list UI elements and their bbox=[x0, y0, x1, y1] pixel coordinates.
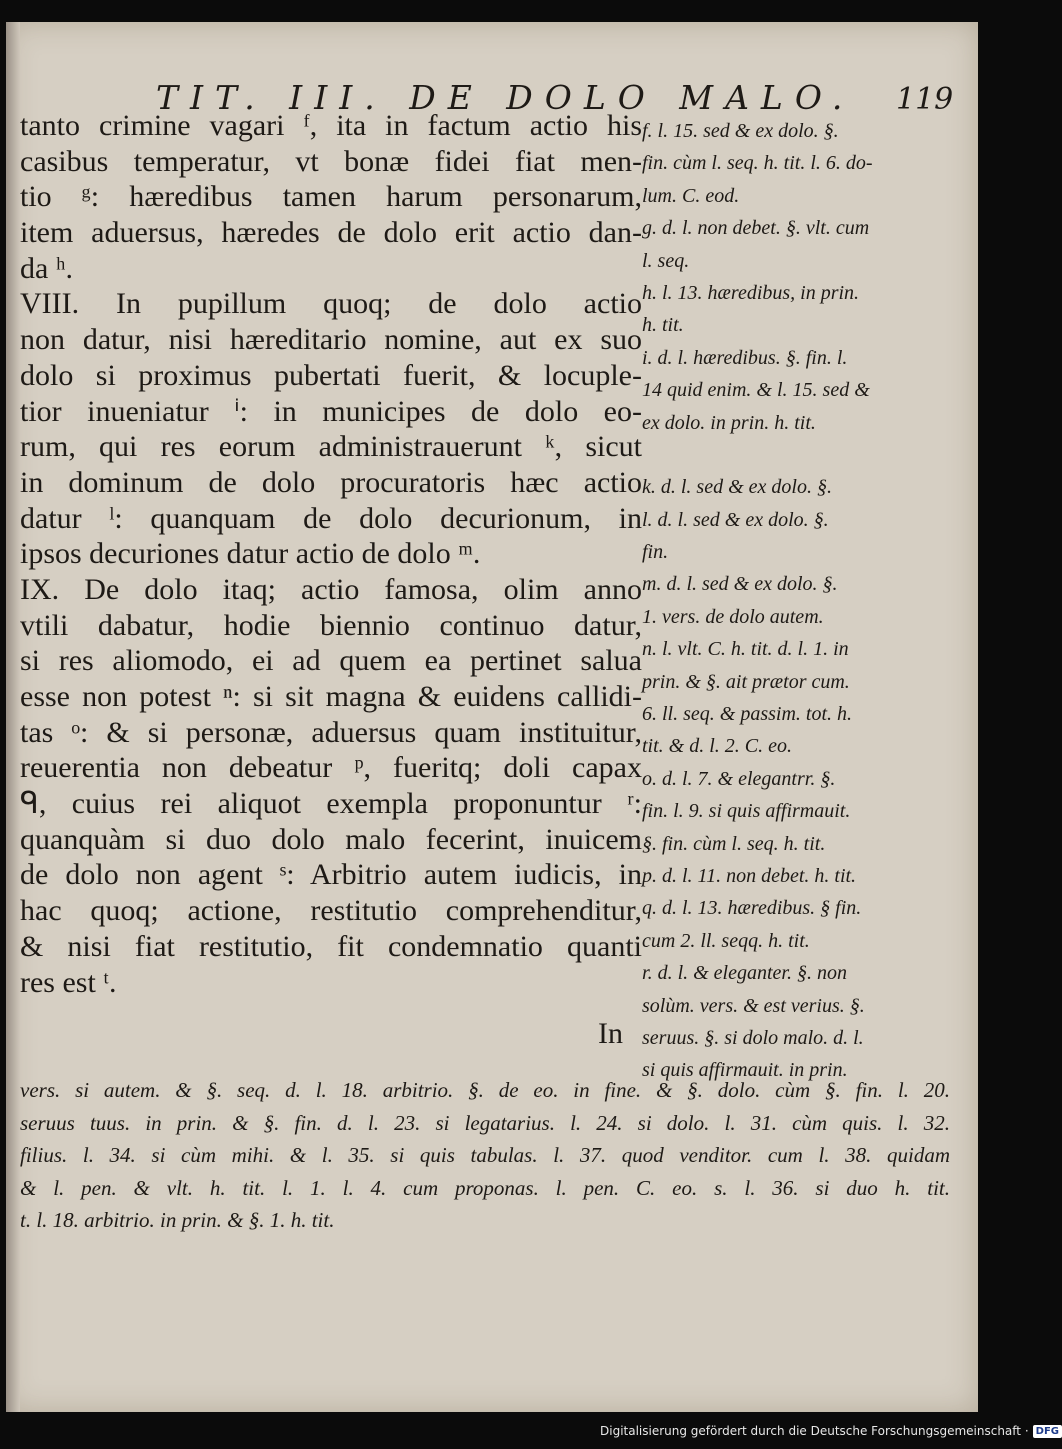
text-line: in dominum de dolo procuratoris hæc actio bbox=[20, 465, 642, 499]
text-line: datur ˡ: quanquam de dolo decurionum, in bbox=[20, 501, 642, 535]
marginal-note: §. fin. cùm l. seq. h. tit. bbox=[642, 832, 826, 855]
dfg-logo: DFG bbox=[1033, 1425, 1062, 1438]
text-line: dolo si proximus pubertati fuerit, & locuple- bbox=[20, 358, 642, 392]
marginal-note: f. l. 15. sed & ex dolo. §. bbox=[642, 120, 839, 142]
marginal-note: n. l. vlt. C. h. tit. d. l. 1. in bbox=[642, 638, 849, 661]
marginal-note: solùm. vers. & est verius. §. bbox=[642, 994, 865, 1017]
text-line: tio ᵍ: hæredibus tamen harum personarum, bbox=[20, 180, 642, 214]
marginal-note: r. d. l. & eleganter. §. non bbox=[642, 962, 847, 985]
text-line: esse non potest ⁿ: si sit magna & euidens callidi- bbox=[20, 680, 642, 713]
text-line: non datur, nisi hæreditario nomine, aut ex suo bbox=[20, 323, 642, 357]
text-line: rum, qui res eorum administrauerunt ᵏ, sicut bbox=[20, 430, 642, 464]
marginal-note bbox=[642, 439, 962, 471]
footnote-line: t. l. 18. arbitrio. in prin. & §. 1. h. tit. bbox=[20, 1208, 335, 1232]
marginal-note: h. tit. bbox=[642, 314, 684, 337]
text-line: item aduersus, hæredes de dolo erit actio dan- bbox=[20, 216, 642, 250]
main-text-block bbox=[20, 108, 642, 1000]
marginal-note: l. seq. bbox=[642, 249, 690, 272]
page-number: 119 bbox=[896, 82, 954, 117]
marginal-note: cum 2. ll. seqq. h. tit. bbox=[642, 929, 810, 952]
marginal-note: g. d. l. non debet. §. vlt. cum bbox=[642, 217, 870, 240]
text-line: casibus temperatur, vt bonæ fidei fiat men- bbox=[20, 144, 642, 178]
text-line: hac quoq; actione, restitutio comprehenditur, bbox=[20, 894, 642, 928]
marginal-note: ex dolo. in prin. h. tit. bbox=[642, 411, 816, 434]
text-line: de dolo non agent ˢ: Arbitrio autem iudicis, in bbox=[20, 858, 642, 892]
text-line: & nisi fiat restitutio, fit condemnatio quanti bbox=[20, 929, 642, 963]
marginal-note: p. d. l. 11. non debet. h. tit. bbox=[642, 864, 857, 887]
marginal-note: prin. & §. ait prætor cum. bbox=[642, 670, 850, 693]
marginal-note: i. d. l. hæredibus. §. fin. l. bbox=[642, 346, 848, 369]
marginal-note: lum. C. eod. bbox=[642, 184, 740, 207]
marginal-note: m. d. l. sed & ex dolo. §. bbox=[642, 573, 838, 596]
marginal-note: 14 quid enim. & l. 15. sed & bbox=[642, 379, 870, 402]
marginal-note: 1. vers. de dolo autem. bbox=[642, 605, 824, 628]
section-heading-line: IX. De dolo itaq; actio famosa, olim anno bbox=[20, 572, 642, 606]
continuation-word: In bbox=[598, 1017, 623, 1050]
footnote-line: seruus tuus. in prin. & §. fin. d. l. 23. si legatarius. l. 24. si dolo. l. 31. cùm quis. l. 32. bbox=[20, 1110, 950, 1135]
digitization-credit bbox=[600, 1424, 1062, 1438]
marginal-notes bbox=[642, 115, 962, 1087]
footnote-line: & l. pen. & vlt. h. tit. l. 1. l. 4. cum proponas. l. pen. C. eo. s. l. 36. si duo h. tit. bbox=[20, 1175, 950, 1200]
text-line: ipsos decuriones datur actio de dolo ᵐ. bbox=[20, 537, 481, 571]
marginal-note: fin. bbox=[642, 541, 669, 564]
text-line: da ʰ. bbox=[20, 251, 73, 285]
running-title: TIT. III. DE DOLO MALO. bbox=[156, 78, 855, 117]
marginal-note: q. d. l. 13. hæredibus. § fin. bbox=[642, 897, 862, 920]
text-line: si res aliomodo, ei ad quem ea pertinet salua bbox=[20, 644, 642, 678]
marginal-note: k. d. l. sed & ex dolo. §. bbox=[642, 476, 832, 499]
marginal-note: l. d. l. sed & ex dolo. §. bbox=[642, 508, 829, 531]
binding-gutter bbox=[6, 22, 20, 1412]
text-line: quanquàm si duo dolo malo fecerint, inuicem bbox=[20, 822, 642, 856]
marginal-note: o. d. l. 7. & elegantrr. §. bbox=[642, 767, 836, 790]
marginal-note: 6. ll. seq. & passim. tot. h. bbox=[642, 703, 853, 726]
text-line: vtili dabatur, hodie biennio continuo datur, bbox=[20, 608, 642, 642]
marginal-note: si quis affirmauit. in prin. bbox=[642, 1059, 848, 1082]
marginal-note: fin. l. 9. si quis affirmauit. bbox=[642, 800, 851, 823]
text-line: tanto crimine vagari ᶠ, ita in factum actio his bbox=[20, 109, 642, 142]
footnote-line: vers. si autem. & §. seq. d. l. 18. arbitrio. §. de eo. in fine. & §. dolo. cùm §. fin. l. 20. bbox=[20, 1078, 950, 1102]
section-heading-line: VIII. In pupillum quoq; de dolo actio bbox=[20, 287, 642, 321]
scanned-page bbox=[6, 22, 978, 1412]
marginal-note: tit. & d. l. 2. C. eo. bbox=[642, 735, 792, 758]
text-line: tas ᵒ: & si personæ, aduersus quam instituitur, bbox=[20, 715, 642, 749]
footnote-line: filius. l. 34. si cùm mihi. & l. 35. si quis tabulas. l. 37. quod venditor. cum l. 38. quidam bbox=[20, 1143, 950, 1167]
marginal-note: seruus. §. si dolo malo. d. l. bbox=[642, 1026, 864, 1049]
text-line: tior inueniatur ⁱ: in municipes de dolo eo- bbox=[20, 394, 642, 428]
footnote-block bbox=[20, 1074, 950, 1237]
credit-text: Digitalisierung gefördert durch die Deutsche Forschungsgemeinschaft · bbox=[600, 1424, 1029, 1438]
marginal-note: fin. cùm l. seq. h. tit. l. 6. do- bbox=[642, 152, 873, 175]
text-line: reuerentia non debeatur ᵖ, fueritq; doli capax bbox=[20, 751, 642, 785]
marginal-note: h. l. 13. hæredibus, in prin. bbox=[642, 281, 860, 304]
text-line: res est ᵗ. bbox=[20, 965, 117, 999]
text-line: ᑫ, cuius rei aliquot exempla proponuntur ʳ: bbox=[20, 787, 642, 821]
